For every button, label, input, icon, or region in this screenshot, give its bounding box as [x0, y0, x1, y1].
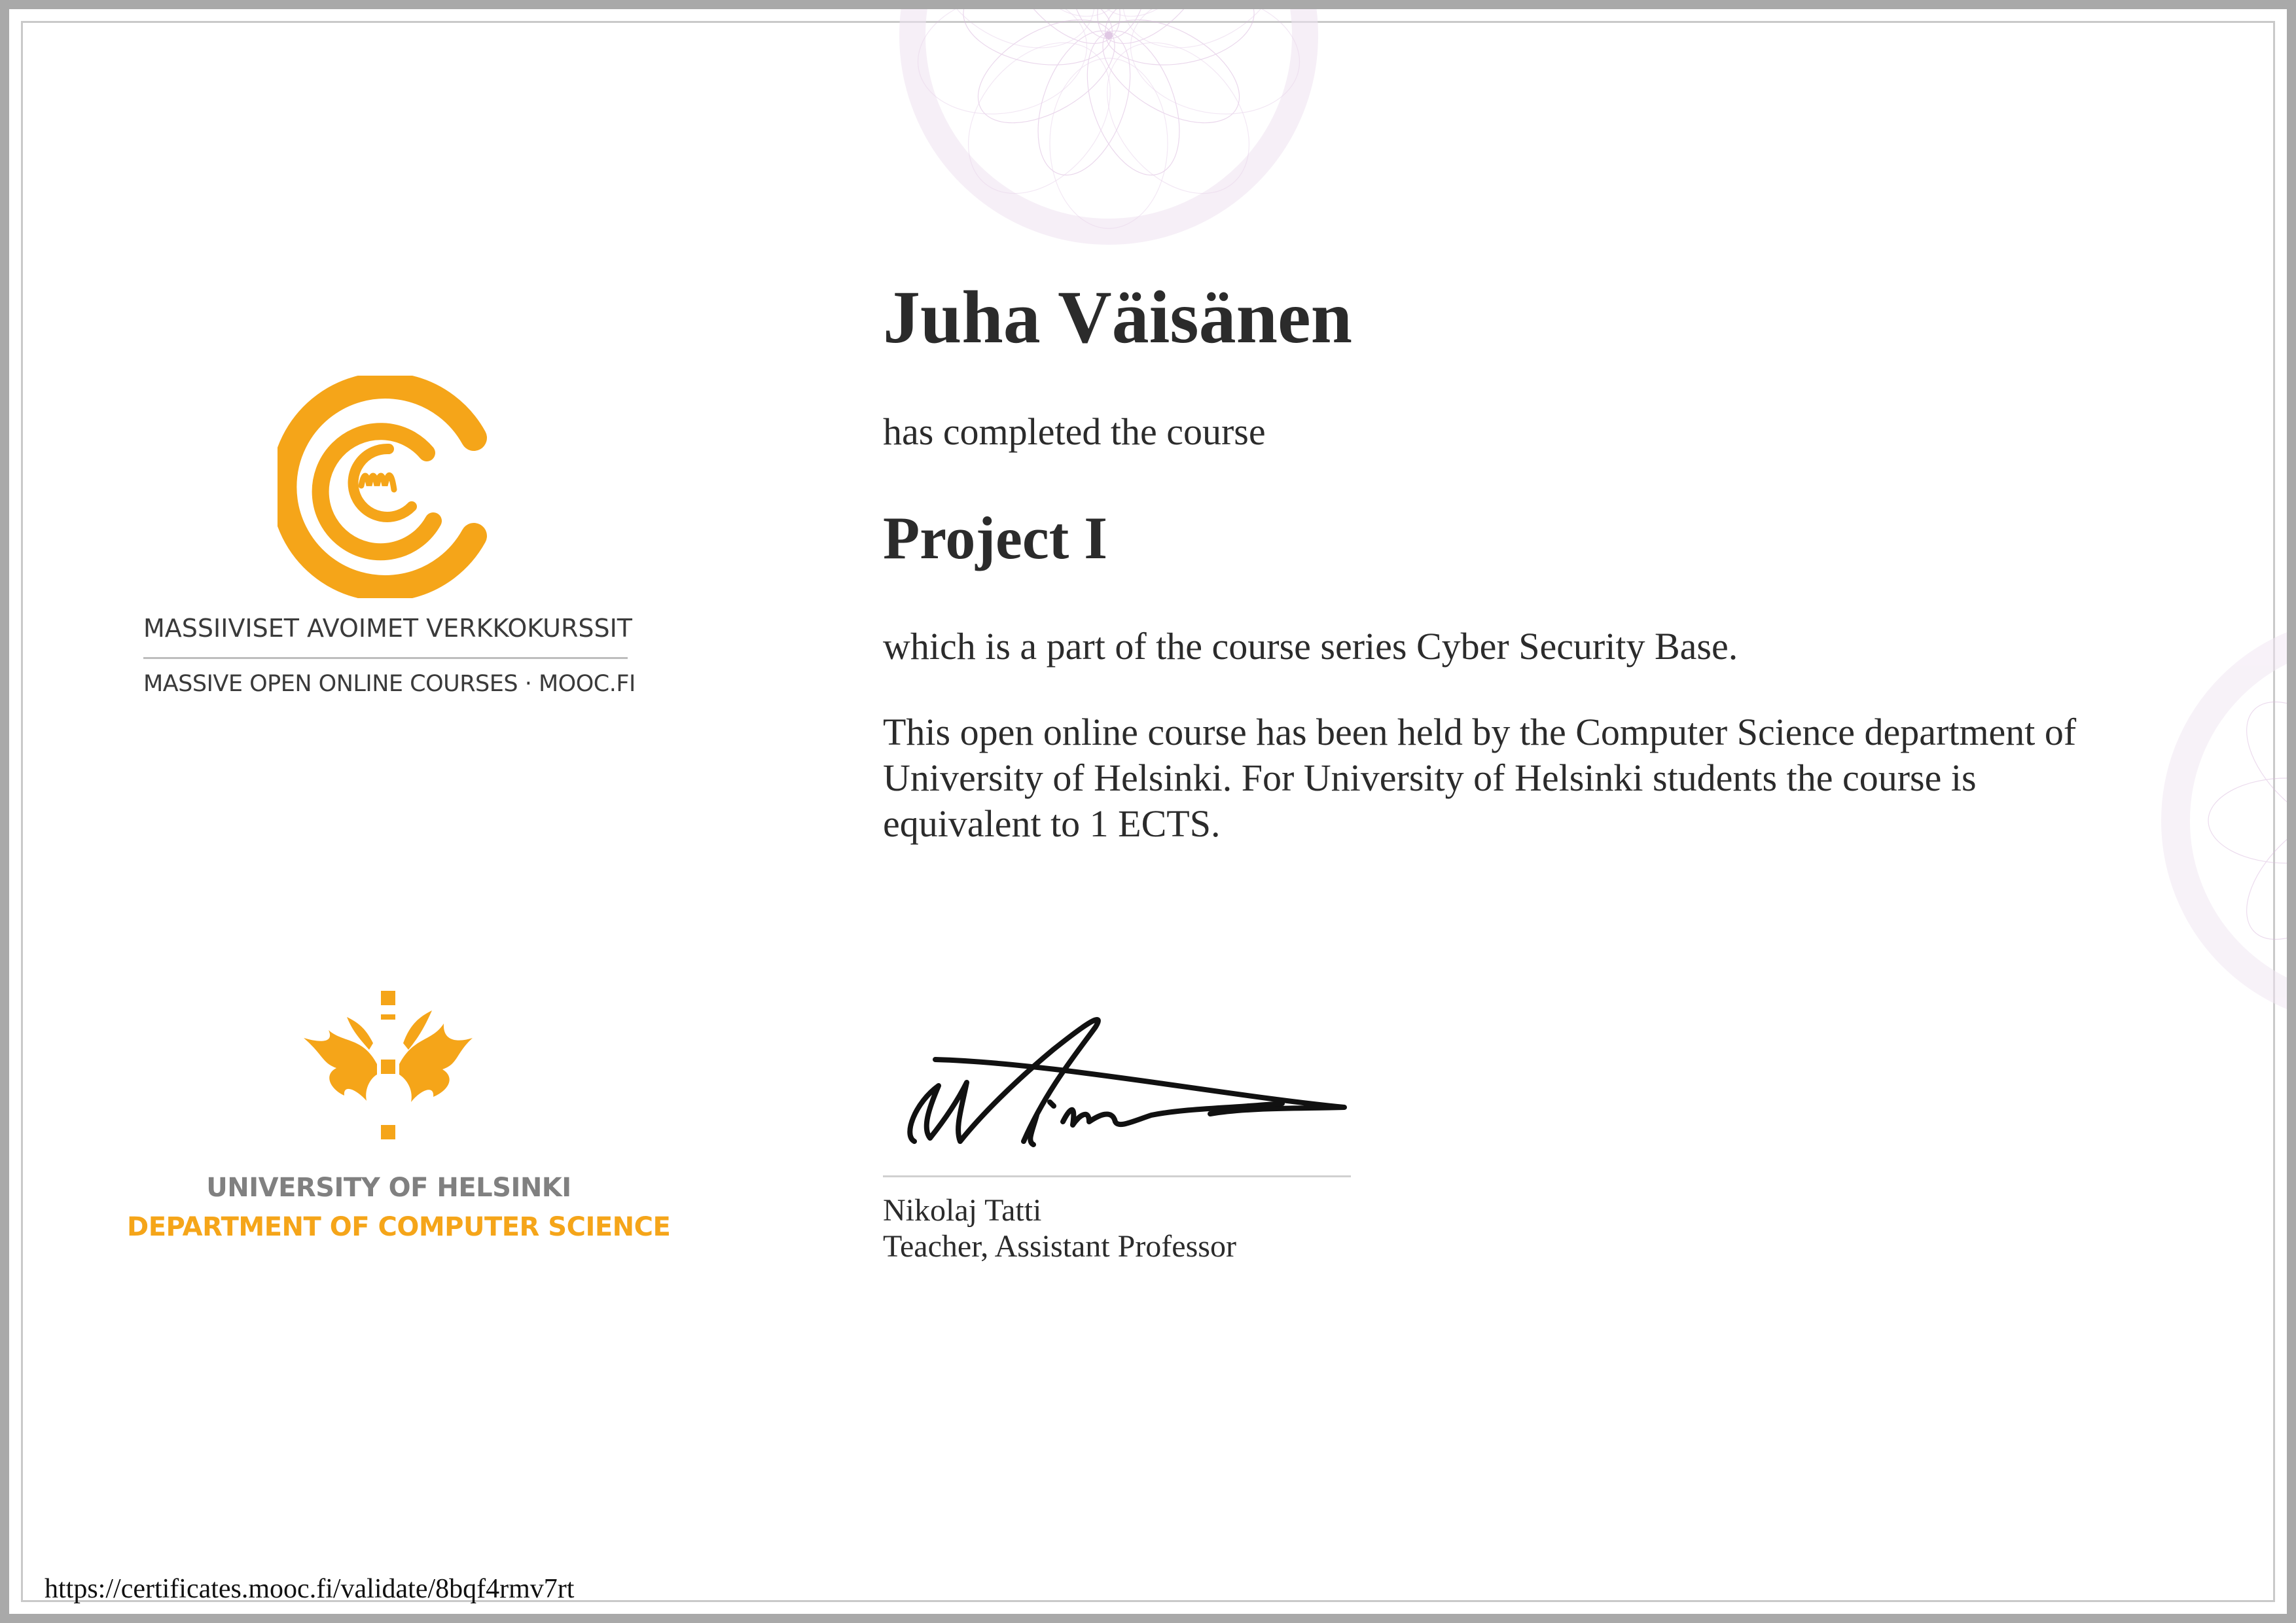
helsinki-flame-icon: [304, 991, 474, 1141]
university-logo: [127, 991, 671, 1242]
certificate-page: [9, 9, 2287, 1614]
mooc-logo-finnish-text: MASSIIVISET AVOIMET VERKKOKURSSIT: [143, 614, 628, 659]
handwritten-signature: [883, 1010, 1367, 1194]
course-description: This open online course has been held by the Computer Science department of University of Helsinki. For University of Helsinki students the course is equivalent to 1 ECTS.: [883, 711, 2077, 845]
mooc-logo: [143, 376, 654, 697]
course-series-text: which is a part of the course series Cyber Security Base.: [883, 625, 1738, 668]
mooc-swirl-icon: [278, 376, 513, 598]
recipient-name: Juha Väisänen: [883, 276, 1353, 359]
completed-text: has completed the course: [883, 410, 1266, 453]
signature-line: [883, 1175, 1351, 1177]
validation-url[interactable]: https://certificates.mooc.fi/validate/8bqf4rmv7rt: [45, 1574, 575, 1604]
course-name: Project I: [883, 505, 1108, 571]
university-name: UNIVERSITY OF HELSINKI: [206, 1173, 571, 1203]
signatory-name: Nikolaj Tatti: [883, 1193, 1042, 1228]
department-name: DEPARTMENT OF COMPUTER SCIENCE: [127, 1212, 671, 1242]
signatory-title: Teacher, Assistant Professor: [883, 1229, 1236, 1264]
mooc-logo-english-text: MASSIVE OPEN ONLINE COURSES · MOOC.FI: [143, 671, 636, 697]
